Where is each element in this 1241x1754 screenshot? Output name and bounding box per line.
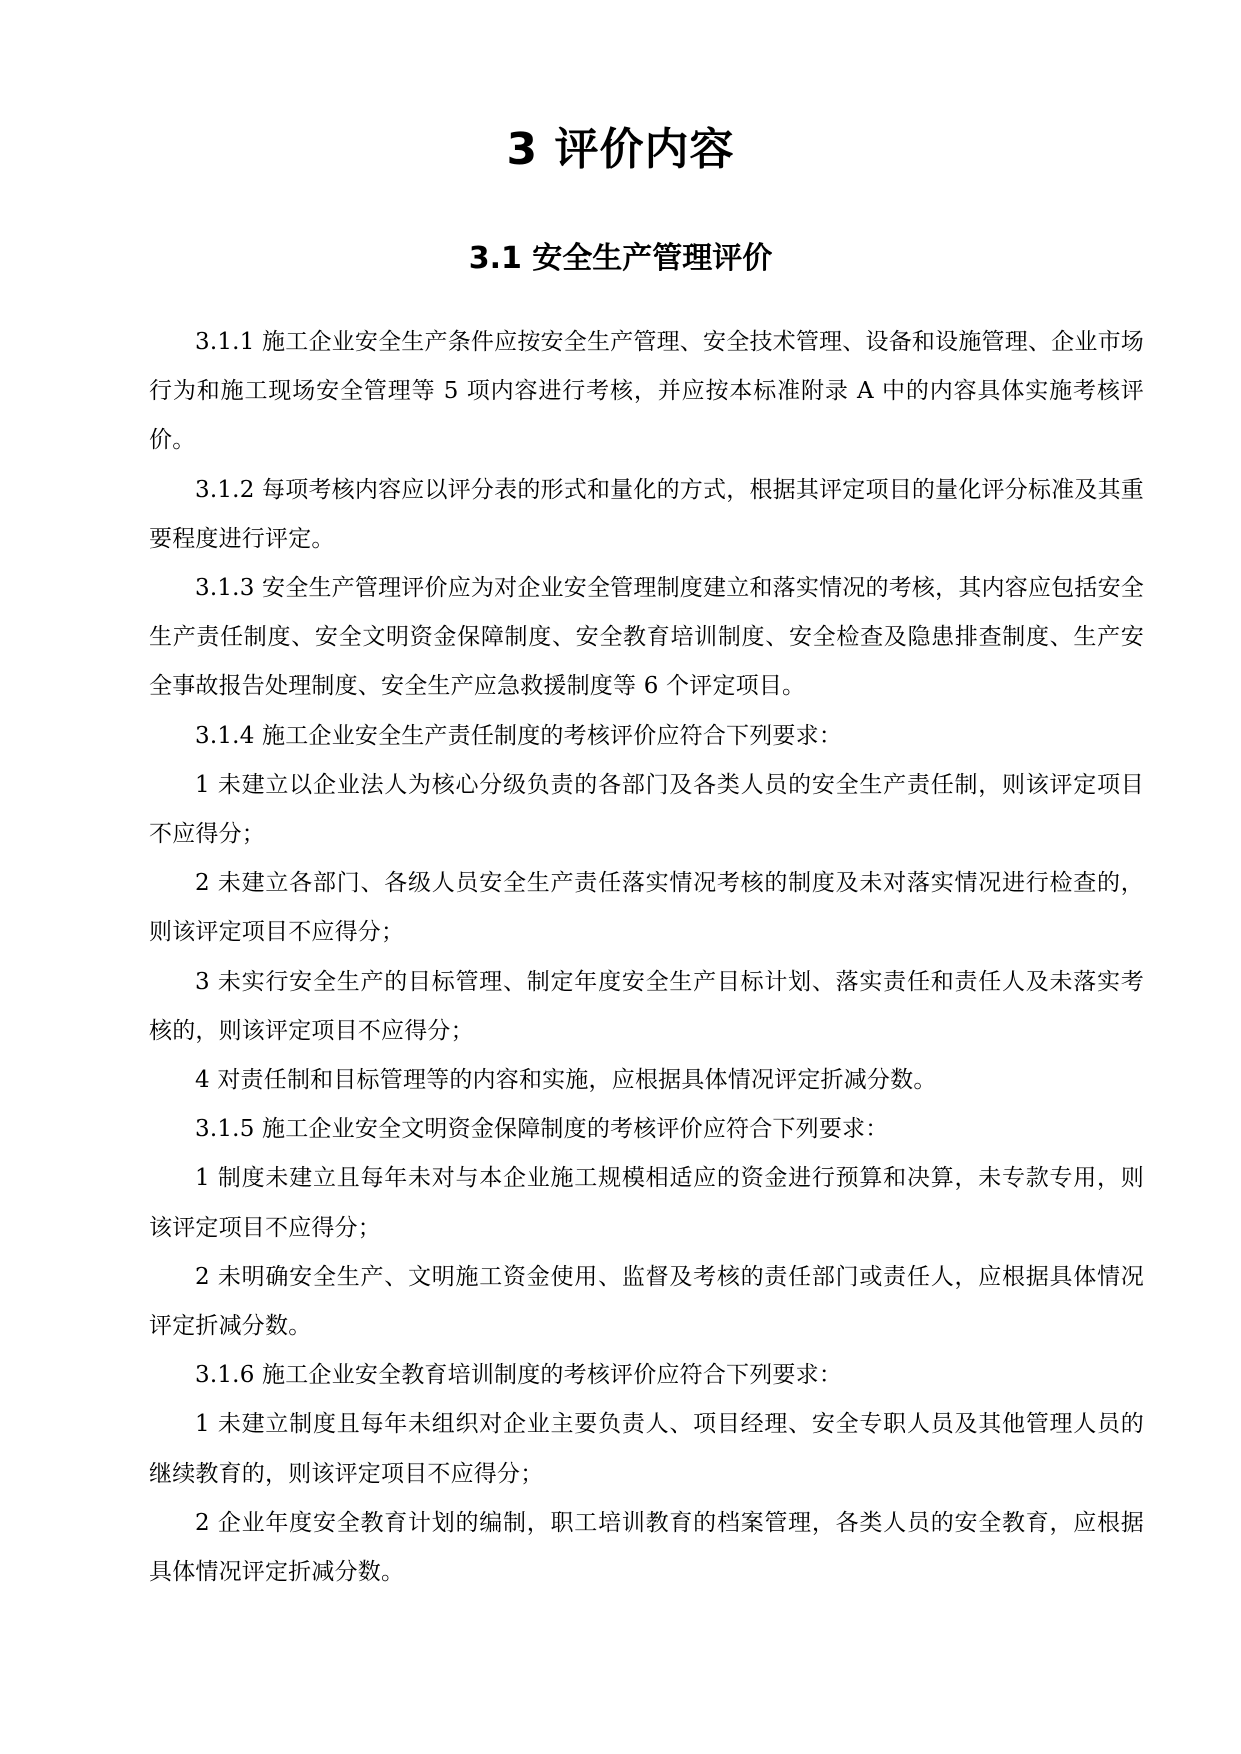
paragraph-3-1-4-item-1: 1 未建立以企业法人为核心分级负责的各部门及各类人员的安全生产责任制，则该评定项目不应得分； (149, 771, 1144, 848)
body-text (149, 318, 1144, 1597)
section-title: 3.1 安全生产管理评价 (468, 241, 773, 276)
paragraph-3-1-4-item-3: 3 未实行安全生产的目标管理、制定年度安全生产目标计划、落实责任和责任人及未落实考核的，则该评定项目不应得分； (149, 968, 1144, 1044)
paragraph-3-1-6-item-1: 1 未建立制度且每年未组织对企业主要负责人、项目经理、安全专职人员及其他管理人员的继续教育的，则该评定项目不应得分； (149, 1411, 1144, 1487)
paragraph-3-1-5: 3.1.5 施工企业安全文明资金保障制度的考核评价应符合下列要求： (195, 1116, 889, 1143)
paragraph-3-1-3: 3.1.3 安全生产管理评价应为对企业安全管理制度建立和落实情况的考核，其内容应包括安全生产责任制度、安全文明资金保障制度、安全教育培训制度、安全检查及隐患排查制度、生产安全事故报告处理制度、安全生产应急救援制度等 6 个评定项目。 (149, 575, 1144, 700)
chapter-title: 3 评价内容 (506, 124, 735, 175)
paragraph-3-1-1: 3.1.1 施工企业安全生产条件应按安全生产管理、安全技术管理、设备和设施管理、企业市场行为和施工现场安全管理等 5 项内容进行考核，并应按本标准附录 A 中的内容具体实施考核评价。 (149, 329, 1144, 454)
paragraph-3-1-2: 3.1.2 每项考核内容应以评分表的形式和量化的方式，根据其评定项目的量化评分标准及其重要程度进行评定。 (149, 476, 1144, 552)
paragraph-3-1-6-item-2: 2 企业年度安全教育计划的编制，职工培训教育的档案管理，各类人员的安全教育，应根据具体情况评定折减分数。 (149, 1509, 1144, 1586)
paragraph-3-1-5-item-1: 1 制度未建立且每年未对与本企业施工规模相适应的资金进行预算和决算，未专款专用，则该评定项目不应得分； (149, 1165, 1144, 1241)
paragraph-3-1-4: 3.1.4 施工企业安全生产责任制度的考核评价应符合下列要求： (195, 722, 843, 749)
paragraph-3-1-4-item-4: 4 对责任制和目标管理等的内容和实施，应根据具体情况评定折减分数。 (195, 1067, 937, 1094)
paragraph-3-1-4-item-2: 2 未建立各部门、各级人员安全生产责任落实情况考核的制度及未对落实情况进行检查的，则该评定项目不应得分； (149, 870, 1144, 946)
paragraph-3-1-6: 3.1.6 施工企业安全教育培训制度的考核评价应符合下列要求： (195, 1362, 843, 1389)
paragraph-3-1-5-item-2: 2 未明确安全生产、文明施工资金使用、监督及考核的责任部门或责任人，应根据具体情况评定折减分数。 (149, 1263, 1144, 1340)
